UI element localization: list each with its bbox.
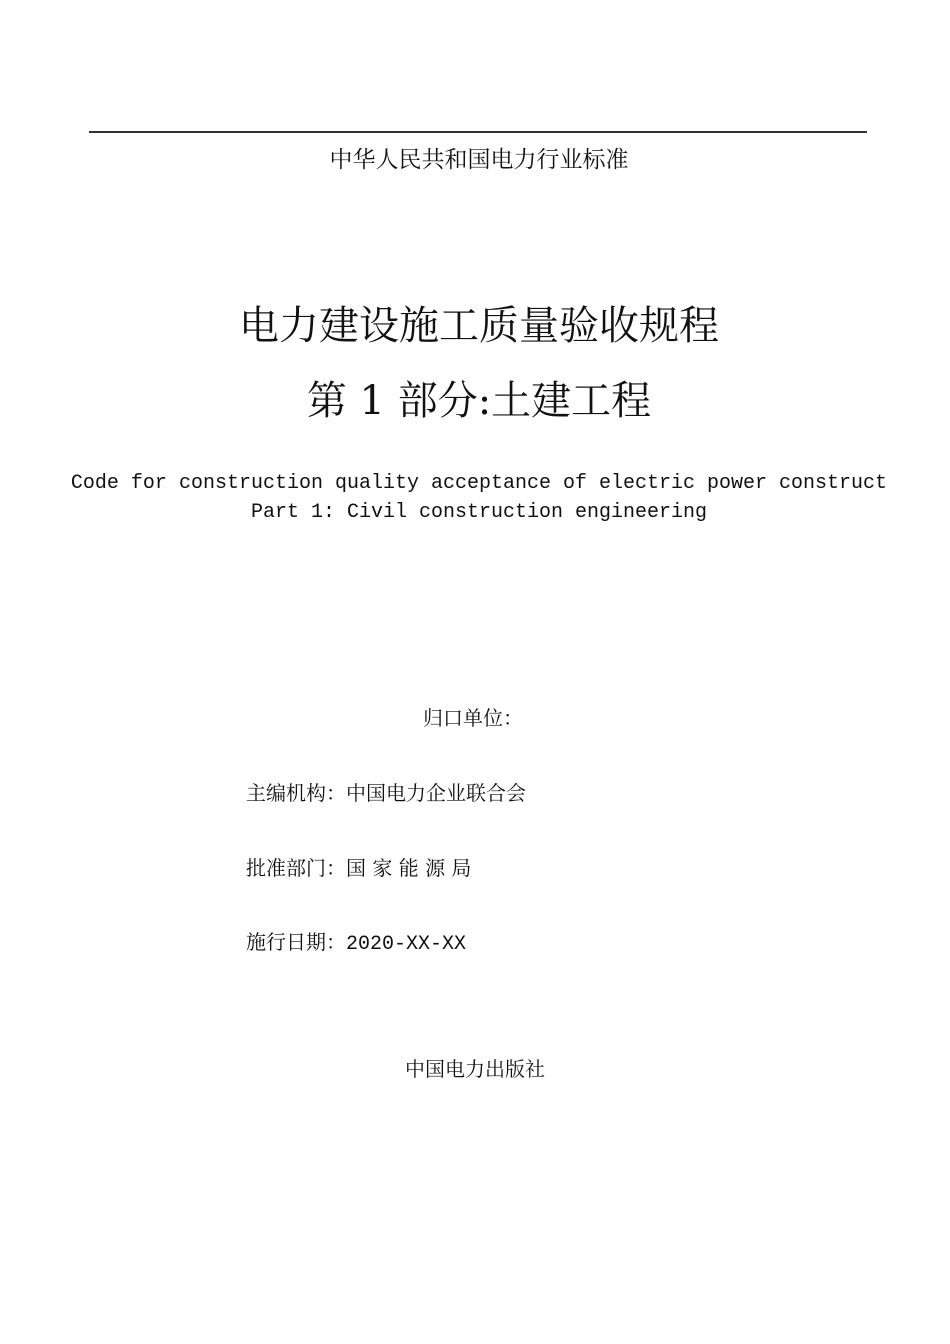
chief-editor-row [246,778,526,808]
approving-department-row [246,853,471,883]
english-title-line-1: Code for construction quality acceptance of electric power construct [70,472,888,495]
chief-editor-label: 主编机构： [246,781,346,805]
header-rule-divider [89,131,867,133]
effective-date-row [246,927,466,960]
english-title-line-2: Part 1: Civil construction engineering [250,501,708,524]
english-title [0,469,950,527]
document-part-title: 第 1 部分:土建工程 [306,378,652,424]
centralized-unit-label: 归口单位： [423,706,523,730]
effective-date-value: 2020-XX-XX [346,933,467,956]
standard-header: 中华人民共和国电力行业标准 [329,147,629,173]
centralized-unit-row [423,703,523,733]
publisher-name: 中国电力出版社 [405,1057,545,1081]
approving-department-value: 国 家 能 源 局 [346,856,472,880]
document-title: 电力建设施工质量验收规程 [239,303,719,349]
approving-department-label: 批准部门： [246,856,346,880]
chief-editor-value: 中国电力企业联合会 [346,781,526,805]
effective-date-label: 施行日期： [246,930,346,954]
